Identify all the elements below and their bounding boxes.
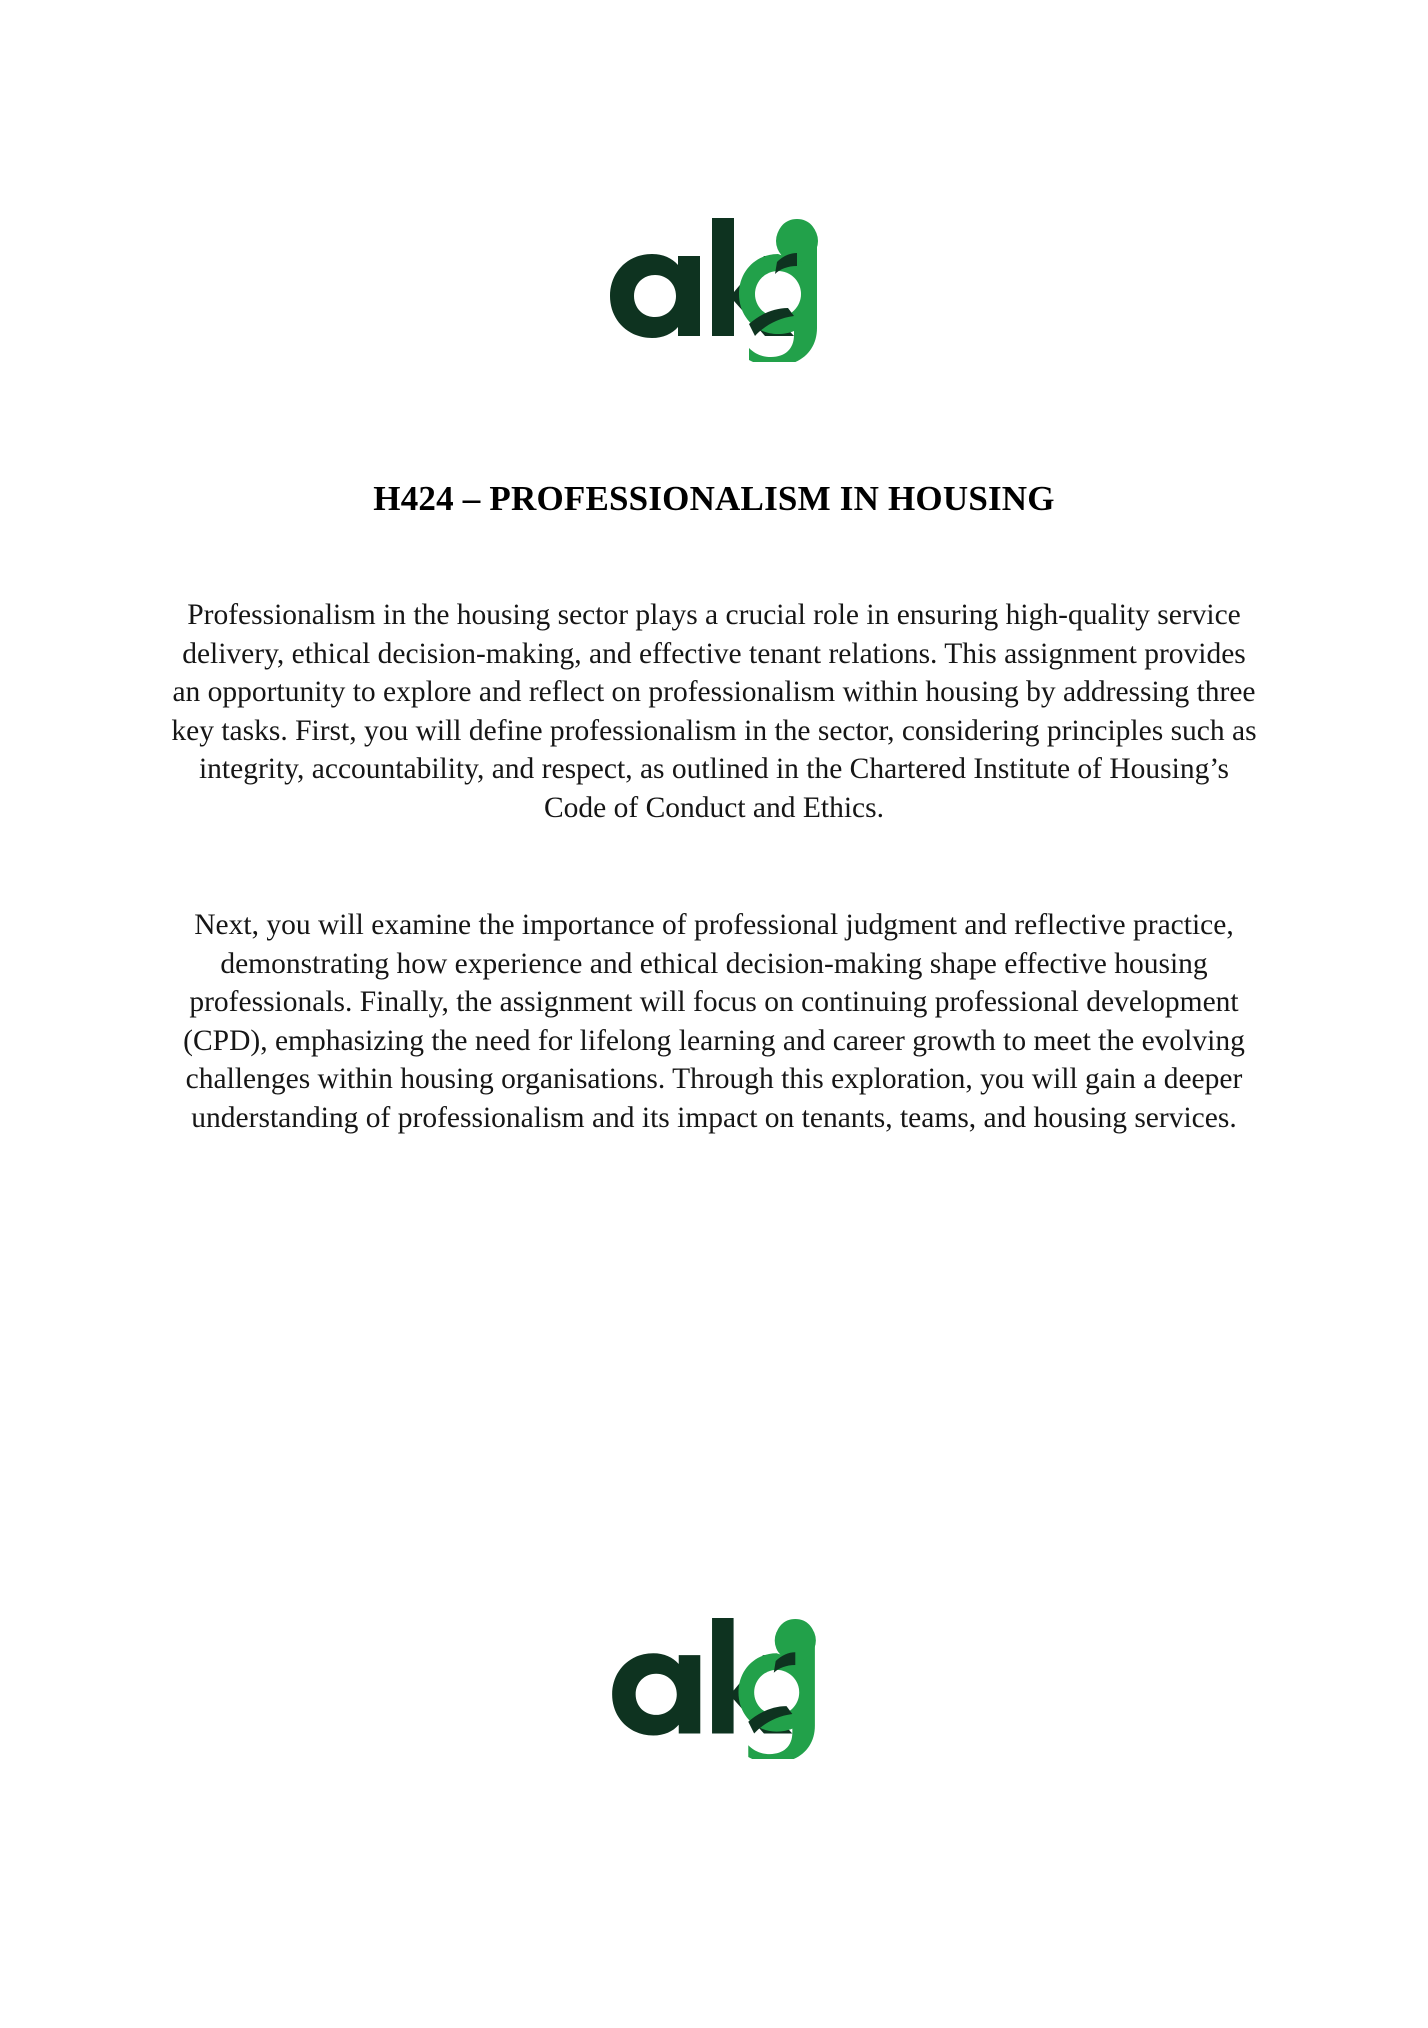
body-paragraph-1: Professionalism in the housing sector plays a crucial role in ensuring high-quality service delivery, ethical decision-making, and effective tenant relations. This assignment provides an opportunity to explore and reflect on professionalism within housing by addressing three key tasks. First, you will define professionalism in the sector, considering principles such as integrity, accountability, and respect, as outlined in the Chartered Institute of Housing’s Code of Conduct and Ethics. [171, 599, 1257, 824]
akg-logo-icon [610, 1616, 818, 1759]
akg-logo-icon [608, 216, 820, 362]
body-paragraph-2: Next, you will examine the importance of professional judgment and reflective practice, demonstrating how experience and ethical decision-making shape effective housing professionals. Finally, the assignment will focus on continuing professional development (CPD), emphasizing the need for lifelong learning and career growth to meet the evolving challenges within housing organisations. Through this exploration, you will gain a deeper understanding of professionalism and its impact on tenants, teams, and housing services. [183, 909, 1245, 1134]
page-title: H424 – PROFESSIONALISM IN HOUSING [373, 479, 1055, 519]
header-logo [0, 216, 1428, 362]
footer-logo [0, 1616, 1428, 1759]
